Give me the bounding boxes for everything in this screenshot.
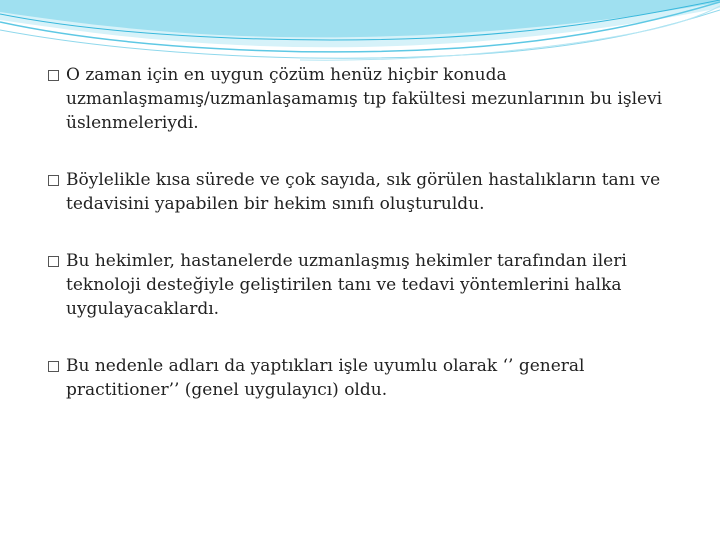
bullet-item [48,249,688,321]
bullet-list [48,63,688,402]
square-bullet-icon [48,361,59,372]
bullet-text: Bu hekimler, hastanelerde uzmanlaşmış hekimler tarafından ileri teknoloji desteğiyle geliştirilen tanı ve tedavi yöntemlerini halka uygulayacaklardı. [66,251,627,319]
bullet-text: Böylelikle kısa sürede ve çok sayıda, sık görülen hastalıkların tanı ve tedavisini yapabilen bir hekim sınıfı oluşturuldu. [66,170,661,214]
bullet-item [48,63,688,135]
bullet-item [48,354,688,402]
bullet-text: Bu nedenle adları da yaptıkları işle uyumlu olarak ‘’ general practitioner’’ (genel uygulayıcı) oldu. [66,356,585,400]
bullet-text: O zaman için en uygun çözüm henüz hiçbir konuda uzmanlaşmamış/uzmanlaşamamış tıp fakültesi mezunlarının bu işlevi üslenmeleriydi. [66,65,663,133]
square-bullet-icon [48,70,59,81]
square-bullet-icon [48,256,59,267]
square-bullet-icon [48,175,59,186]
bullet-item [48,168,688,216]
